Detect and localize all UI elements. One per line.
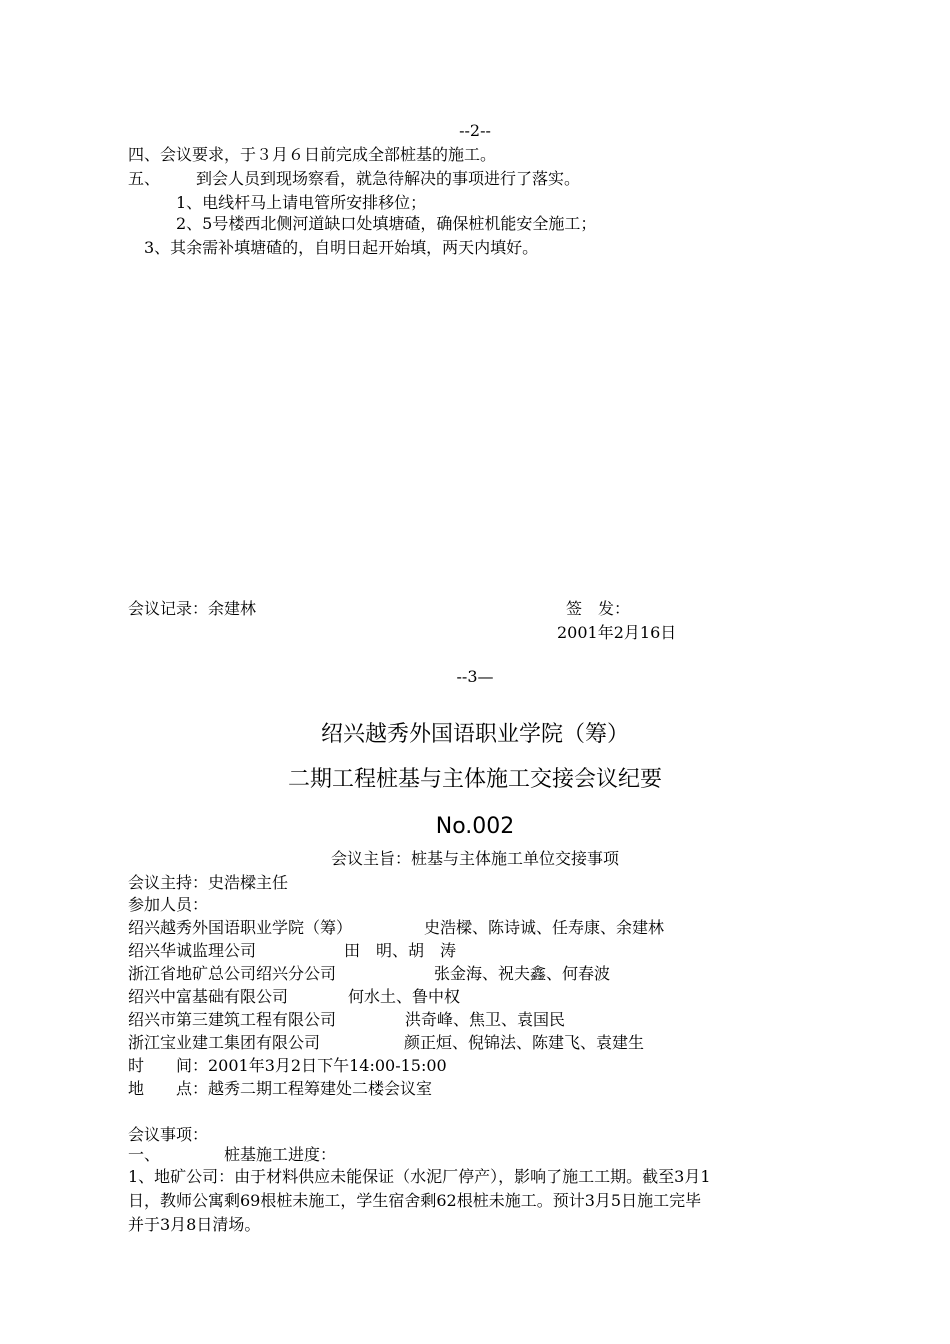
attendee-people: 张金海、祝夫鑫、何春波 (434, 964, 611, 983)
title-line-2: 二期工程桩基与主体施工交接会议纪要 (287, 767, 662, 792)
attendee-org: 绍兴市第三建筑工程有限公司 (128, 1010, 337, 1029)
item-5-label: 五、 (128, 169, 161, 188)
meeting-place: 地 点：越秀二期工程筹建处二楼会议室 (128, 1079, 433, 1098)
paragraph-line: 日，教师公寓剩69根桩未施工，学生宿舍剩62根桩未施工。预计3月5日施工完毕 (128, 1191, 702, 1210)
meeting-purpose: 会议主旨：桩基与主体施工单位交接事项 (330, 849, 619, 868)
meeting-host: 会议主持：史浩樑主任 (128, 873, 289, 892)
issuer: 签 发： (566, 599, 631, 618)
attendee-people: 颜正烜、倪锦法、陈建飞、袁建生 (404, 1033, 645, 1052)
paragraph-line: 并于3月8日清场。 (128, 1215, 261, 1234)
attendee-people: 何水土、鲁中权 (348, 987, 461, 1006)
recorder: 会议记录：余建林 (128, 599, 257, 618)
attendee-org: 绍兴华诚监理公司 (128, 941, 257, 960)
page-number-3: --3— (456, 667, 494, 686)
title-line-1: 绍兴越秀外国语职业学院（筹） (320, 722, 629, 747)
attendee-people: 田 明、胡 涛 (344, 941, 457, 960)
attendee-org: 浙江宝业建工集团有限公司 (128, 1033, 321, 1052)
sub-item-3: 3、其余需补填塘碴的，自明日起开始填，两天内填好。 (144, 238, 539, 257)
item-5-text: 到会人员到现场察看，就急待解决的事项进行了落实。 (196, 169, 581, 188)
section-1-title: 桩基施工进度： (224, 1145, 337, 1164)
section-1-label: 一、 (128, 1145, 161, 1164)
matters-label: 会议事项： (128, 1125, 209, 1144)
attendees-label: 参加人员： (128, 895, 209, 914)
item-4: 四、会议要求，于３月６日前完成全部桩基的施工。 (128, 145, 497, 164)
attendee-org: 绍兴中富基础有限公司 (128, 987, 289, 1006)
sub-item-2: 2、5号楼西北侧河道缺口处填塘碴，确保桩机能安全施工； (176, 214, 597, 233)
attendee-people: 洪奇峰、焦卫、袁国民 (405, 1010, 566, 1029)
date: 2001年2月16日 (557, 623, 677, 642)
attendee-org: 浙江省地矿总公司绍兴分公司 (128, 964, 337, 983)
attendee-org: 绍兴越秀外国语职业学院（筹） (128, 918, 353, 937)
page-number-2: --2-- (459, 121, 491, 140)
sub-item-1: 1、电线杆马上请电管所安排移位； (176, 193, 427, 212)
doc-number: No.002 (435, 814, 515, 839)
attendee-people: 史浩樑、陈诗诚、任寿康、余建林 (424, 918, 665, 937)
meeting-time: 时 间：2001年3月2日下午14:00-15:00 (128, 1056, 447, 1075)
paragraph-line: 1、地矿公司：由于材料供应未能保证（水泥厂停产），影响了施工工期。截至3月1 (128, 1167, 711, 1186)
